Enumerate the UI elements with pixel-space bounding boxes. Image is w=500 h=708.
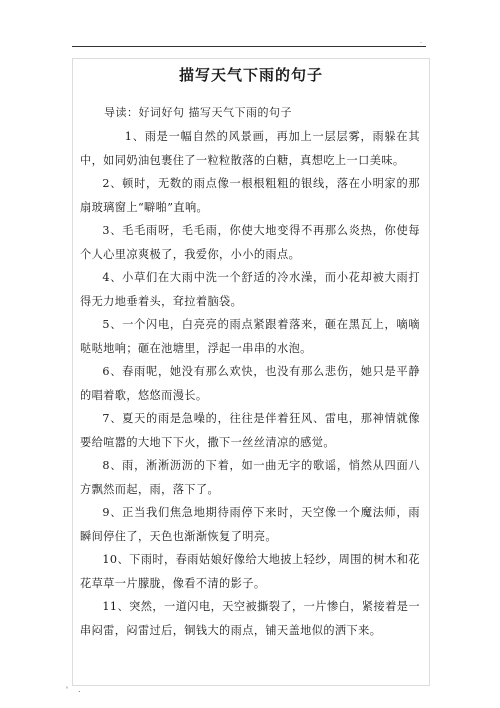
- paragraph: 6、春雨呢，她没有那么欢快，也没有那么悲伤，她只是平静的唱着歌，悠悠而漫长。: [80, 365, 420, 402]
- paragraph: 1、雨是一幅自然的风景画，再加上一层层雾，雨躲在其中，如同奶油包裹住了一粒粒散落的白糖，真想吃上一口美味。: [80, 130, 420, 167]
- paragraph: 9、正当我们焦急地期待雨停下来时，天空像一个魔法师，雨瞬间停住了，天色也渐渐恢复了明亮。: [80, 506, 420, 543]
- paragraph: 5、一个闪电，白亮亮的雨点紧跟着落来，砸在黑瓦上，嘀嘀哒哒地响；砸在池塘里，浮起一串串的水泡。: [80, 318, 420, 355]
- paragraph: 7、夏天的雨是急噪的，往往是伴着狂风、雷电，那神情就像要给喧嚣的大地下下火，撒下一丝丝清凉的感觉。: [80, 412, 420, 449]
- footer-marks: ' .: [66, 686, 85, 694]
- paragraph: 10、下雨时，春雨姑娘好像给大地披上轻纱，周围的树木和花花草草一片朦胧，像看不清的影子。: [80, 553, 420, 590]
- paragraph: 11、突然，一道闪电，天空被撕裂了，一片惨白，紧接着是一串闷雷，闷雷过后，铜钱大的雨点，铺天盖地似的洒下来。: [80, 600, 420, 637]
- body-text: [80, 125, 420, 642]
- intro-line: 导读：好词好句 描写天气下雨的句子: [104, 106, 292, 119]
- paragraph: 2、顿时，无数的雨点像一根根粗粗的银线，落在小明家的那扇玻璃窗上“噼啪”直响。: [80, 177, 420, 214]
- header-rule: [72, 46, 426, 47]
- document-title: 描写天气下雨的句子: [178, 66, 323, 84]
- paragraph: 4、小草们在大雨中洗一个舒适的冷水澡，而小花却被大雨打得无力地垂着头，耷拉着脑袋。: [80, 271, 420, 308]
- paragraph: 3、毛毛雨呀，毛毛雨，你使大地变得不再那么炎热，你使每个人心里凉爽极了，我爱你，小小的雨点。: [80, 224, 420, 261]
- header-mark: .: [420, 38, 422, 45]
- paragraph: 8、雨，淅淅沥沥的下着，如一曲无字的歌谣，悄然从四面八方飘然而起，雨，落下了。: [80, 459, 420, 496]
